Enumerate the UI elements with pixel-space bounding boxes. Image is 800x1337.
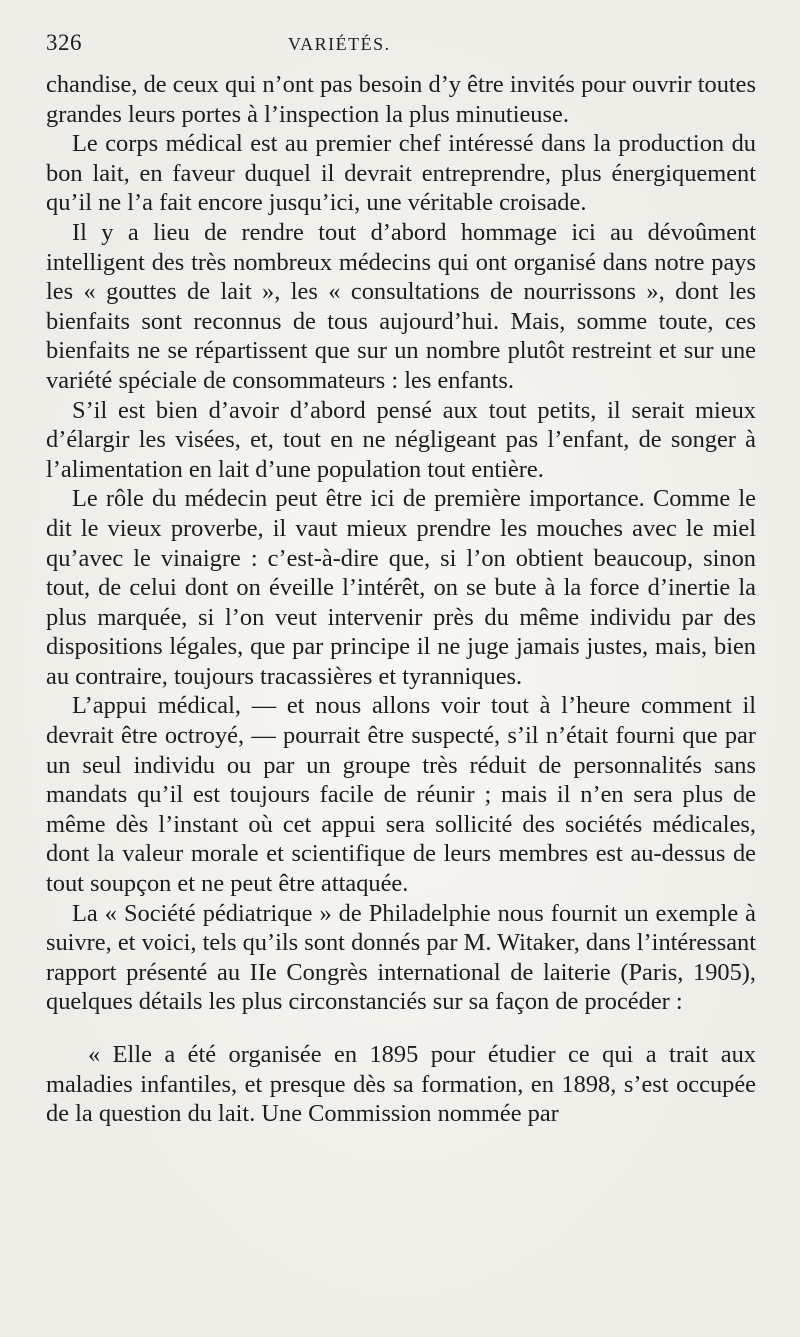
quoted-paragraph: « Elle a été organisée en 1895 pour étudier ce qui a trait aux maladies infantiles, et presque dès sa formation, en 1898, s’est occupée de la question du lait. Une Commission nommée par: [46, 1041, 756, 1128]
body-text: [46, 70, 756, 1129]
quote-spacer: [46, 1017, 756, 1040]
paragraph-tout-petits: S’il est bien d’avoir d’abord pensé aux tout petits, il serait mieux d’élargir les visées, et, tout en ne négligeant pas l’enfant, de songer à l’alimentation en lait d’une population tout entière.: [46, 396, 756, 483]
paragraph-corps-medical: Le corps médical est au premier chef intéressé dans la production du bon lait, en faveur duquel il devrait entreprendre, plus énergiquement qu’il ne l’a fait encore jusqu’ici, une véritable croisade.: [46, 130, 756, 217]
paragraph-hommage: Il y a lieu de rendre tout d’abord hommage ici au dévoûment intelligent des très nombreux médecins qui ont organisé dans notre pays les « gouttes de lait », les « consultations de nourrissons », dont les bienfaits sont reconnus de tous aujourd’hui. Mais, somme toute, ces bienfaits ne se répartissent que sur un nombre plutôt restreint et sur une variété spéciale de consommateurs : les enfants.: [46, 218, 756, 394]
paragraph-role-medecin: Le rôle du médecin peut être ici de première importance. Comme le dit le vieux proverbe, il vaut mieux prendre les mouches avec le miel qu’avec le vinaigre : c’est-à-dire que, si l’on obtient beaucoup, sinon tout, de celui dont on éveille l’intérêt, on se bute à la force d’inertie la plus marquée, si l’on veut intervenir près du même individu par des dispositions légales, que par principe il ne juge jamais justes, mais, bien au contraire, toujours tracassières et tyranniques.: [46, 485, 756, 690]
running-head: [46, 30, 756, 70]
section-title: VARIÉTÉS.: [288, 34, 391, 54]
paragraph-societe-pediatrique: La « Société pédiatrique » de Philadelphie nous fournit un exemple à suivre, et voici, tels qu’ils sont donnés par M. Witaker, dans l’intéressant rapport présenté au IIe Congrès international de laiterie (Paris, 1905), quelques détails les plus circonstanciés sur sa façon de procéder :: [46, 899, 756, 1016]
paragraph-continuation: chandise, de ceux qui n’ont pas besoin d’y être invités pour ouvrir toutes grandes leurs portes à l’inspection la plus minutieuse.: [46, 71, 756, 128]
paragraph-appui-medical: L’appui médical, — et nous allons voir tout à l’heure comment il devrait être octroyé, — pourrait être suspecté, s’il n’était fourni que par un seul individu ou par un groupe très réduit de personnalités sans mandats qu’il est toujours facile de réunir ; mais il n’en sera plus de même dès l’instant où cet appui sera sollicité des sociétés médicales, dont la valeur morale et scientifique de leurs membres est au-dessus de tout soupçon et ne peut être attaquée.: [46, 692, 756, 898]
page-number: 326: [46, 30, 82, 55]
